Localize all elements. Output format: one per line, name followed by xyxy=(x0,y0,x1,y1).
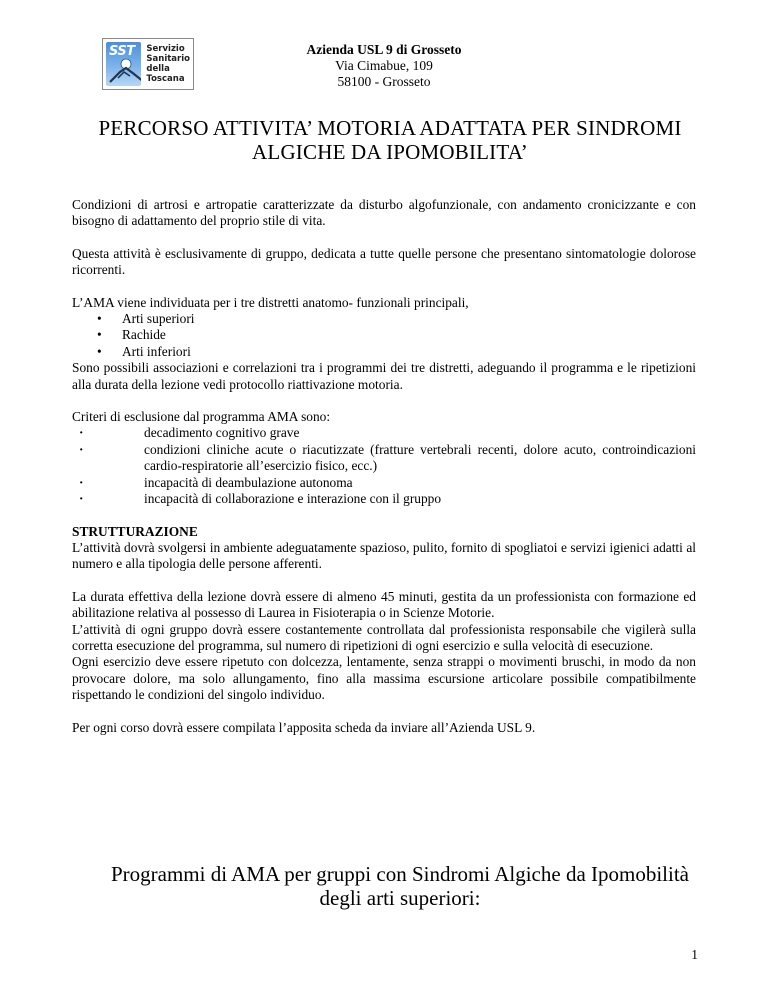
intro-paragraph: Condizioni di artrosi e artropatie caratterizzate da disturbo algofunzionale, con andamento cronicizzante e con bisogno di adattamento del proprio stile di vita. xyxy=(72,197,696,229)
control-paragraph: L’attività di ogni gruppo dovrà essere costantemente controllata dal professionista responsabile che vigilerà sulla corretta esecuzione del programma, sul numero di ripetizioni di ogni esercizio e sulla velocità di esecuzione. xyxy=(72,621,696,653)
sst-logo-text: Servizio Sanitario della Toscana xyxy=(146,44,190,84)
page-number: 1 xyxy=(691,947,698,962)
list-item: · incapacità di collaborazione e interazione con il gruppo xyxy=(144,491,696,507)
section-subtitle: Programmi di AMA per gruppi con Sindromi Algiche da Ipomobilità degli arti superiori: xyxy=(110,862,690,910)
form-paragraph: Per ogni corso dovrà essere compilata l’apposita scheda da inviare all’Azienda USL 9. xyxy=(72,719,536,735)
org-address-street: Via Cimabue, 109 xyxy=(335,58,433,73)
list-item: · condizioni cliniche acute o riacutizzate (fratture vertebrali recenti, dolore acuto, controindicazioni cardio-respiratorie all’esercizio fisico, ecc.) xyxy=(144,442,696,475)
list-item: · incapacità di deambulazione autonoma xyxy=(144,475,696,491)
list-item: · decadimento cognitivo grave xyxy=(144,425,696,441)
districts-intro: L’AMA viene individuata per i tre distretti anatomo- funzionali principali, xyxy=(72,294,469,310)
duration-paragraph: La durata effettiva della lezione dovrà essere di almeno 45 minuti, gestita da un professionista con formazione ed abilitazione relativa al possesso di Laurea in Fisioterapia o in Scienze Motorie. xyxy=(72,588,696,621)
org-name: Azienda USL 9 di Grosseto xyxy=(306,42,462,57)
exclusion-intro: Criteri di esclusione dal programma AMA sono: xyxy=(72,409,331,425)
org-address-city: 58100 - Grosseto xyxy=(337,74,431,89)
document-title: PERCORSO ATTIVITA’ MOTORIA ADATTATA PER SINDROMI ALGICHE DA IPOMOBILITA’ xyxy=(98,116,682,164)
group-paragraph: Questa attività è esclusivamente di gruppo, dedicata a tutte quelle persone che presentano sintomatologie dolorose ricorrenti. xyxy=(72,245,696,278)
section-heading-strutturazione: STRUTTURAZIONE xyxy=(72,523,198,539)
list-item: • Arti inferiori xyxy=(120,344,696,360)
exclusion-list xyxy=(72,425,696,507)
list-item: • Rachide xyxy=(120,327,696,343)
organization-header xyxy=(0,42,768,90)
structure-paragraph: L’attività dovrà svolgersi in ambiente adeguatamente spazioso, pulito, fornito di spogliatoi e servizi igienici adatti al numero e alla tipologia delle persone afferenti. xyxy=(72,539,696,572)
list-item: • Arti superiori xyxy=(120,311,696,327)
districts-list xyxy=(72,311,696,360)
associations-paragraph: Sono possibili associazioni e correlazioni tra i programmi dei tre distretti, adeguando il programma e le ripetizioni alla durata della lezione vedi protocollo riattivazione motoria. xyxy=(72,360,696,392)
sst-logo-letters: SST xyxy=(109,44,135,59)
exercise-paragraph: Ogni esercizio deve essere ripetuto con dolcezza, lentamente, senza strappi o movimenti bruschi, in modo da non provocare dolore, ma solo allungamento, fino alla massima escursione articolare possibile compatibilmente rispettando le condizioni del singolo individuo. xyxy=(72,654,696,703)
document-body xyxy=(72,197,696,736)
